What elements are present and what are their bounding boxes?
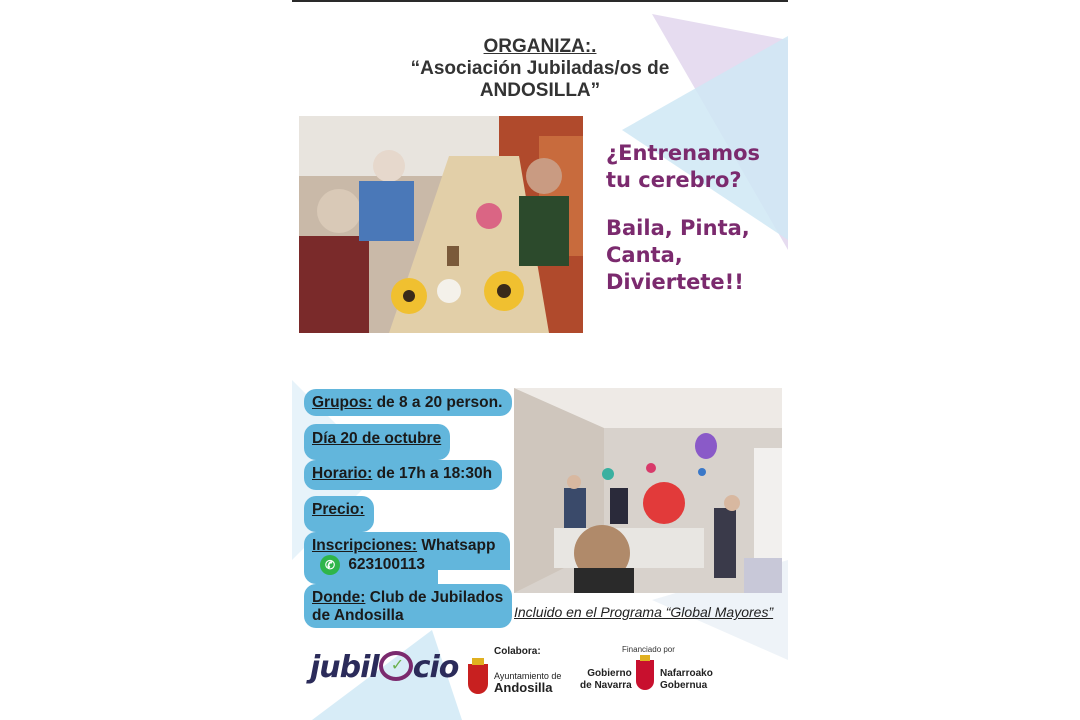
ayuntamiento-line1: Ayuntamiento de xyxy=(494,671,562,681)
gobierno-line2: de Navarra xyxy=(580,680,632,691)
schedule-label: Horario: xyxy=(312,465,373,482)
ayuntamiento-logo xyxy=(494,670,561,694)
location-info xyxy=(304,584,512,628)
jubilocio-logo xyxy=(310,650,458,685)
association-name-line1: “Asociación Jubiladas/os de xyxy=(410,58,670,79)
jubilocio-o-icon: ✓ xyxy=(379,651,413,681)
slogan-question xyxy=(606,140,760,194)
location-value-1: Club de Jubilados xyxy=(369,589,504,606)
nafarroako-line2: Gobernua xyxy=(660,680,708,691)
colabora-label: Colabora: xyxy=(494,646,541,657)
navarra-shield-icon xyxy=(636,660,654,690)
ayuntamiento-shield-icon xyxy=(468,664,488,694)
schedule-value: de 17h a 18:30h xyxy=(376,465,493,482)
jubilocio-text-right: cio xyxy=(412,650,459,685)
ayuntamiento-line2: Andosilla xyxy=(494,680,553,695)
financiado-label: Financiado por xyxy=(622,645,675,654)
date-info xyxy=(304,424,450,460)
balloon-activity-photo xyxy=(514,388,782,593)
registration-label: Inscripciones: xyxy=(312,537,418,554)
program-caption: Incluido en el Programa “Global Mayores” xyxy=(514,604,774,620)
slogan-line-2: tu cerebro? xyxy=(606,168,742,192)
price-label: Precio: xyxy=(312,501,365,518)
groups-label: Grupos: xyxy=(312,394,373,411)
gobierno-line1: Gobierno xyxy=(587,668,632,679)
groups-value: de 8 a 20 person. xyxy=(376,394,503,411)
location-label: Donde: xyxy=(312,589,366,606)
slogan-line-4: Canta, xyxy=(606,243,683,267)
nafarroako-line1: Nafarroako xyxy=(660,668,713,679)
gobierno-navarra-text xyxy=(580,668,632,692)
painting-class-photo xyxy=(299,116,583,333)
jubilocio-text-left: jubil xyxy=(310,650,379,685)
location-value-2: de Andosilla xyxy=(312,607,404,624)
slogan-line-1: ¿Entrenamos xyxy=(606,141,761,165)
slogan-line-5: Diviertete!! xyxy=(606,270,744,294)
slogan-activities xyxy=(606,215,750,296)
schedule-info xyxy=(304,460,502,490)
association-name-line2: ANDOSILLA” xyxy=(479,80,601,101)
organiza-label: ORGANIZA:. xyxy=(483,36,597,57)
whatsapp-icon: ✆ xyxy=(320,555,340,575)
date-value: Día 20 de octubre xyxy=(312,430,442,447)
slogan-line-3: Baila, Pinta, xyxy=(606,216,750,240)
nafarroako-gobernua-text xyxy=(660,668,713,692)
groups-info xyxy=(304,389,512,416)
registration-value: Whatsapp xyxy=(421,537,496,554)
organizer-header xyxy=(292,36,788,102)
poster xyxy=(292,0,788,720)
price-info xyxy=(304,496,374,532)
phone-number: 623100113 xyxy=(348,556,426,574)
